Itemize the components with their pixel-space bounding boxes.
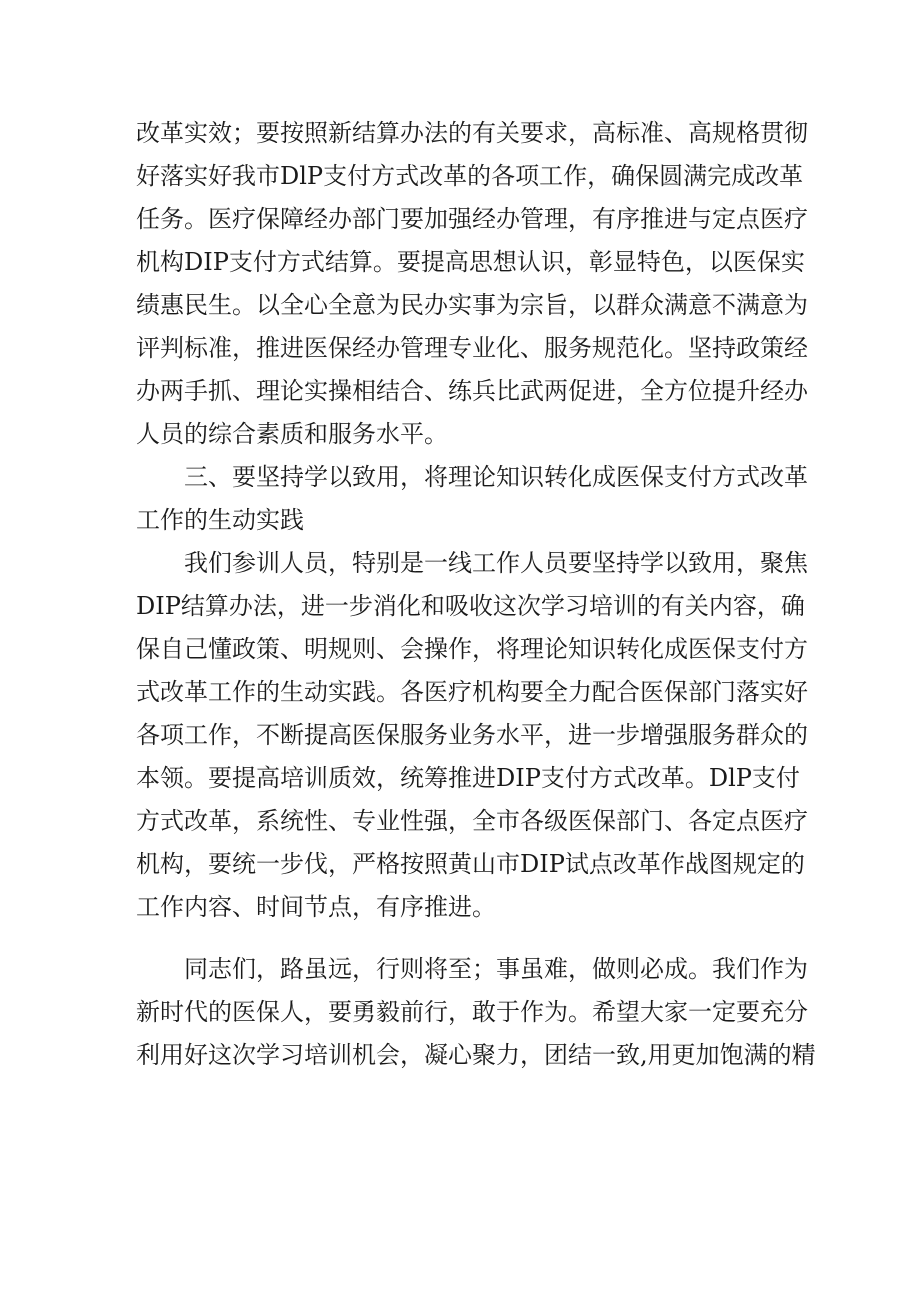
text-line: 新时代的医保人，要勇毅前行，敢于作为。希望大家一定要充分 — [136, 998, 808, 1026]
text-line: 好落实好我市DlP支付方式改革的各项工作，确保圆满完成改革 — [136, 162, 804, 190]
section-heading-3 — [136, 456, 808, 542]
text-line: 各项工作，不断提高医保服务业务水平，进一步增强服务群众的 — [136, 721, 808, 749]
paragraph-1 — [136, 112, 808, 456]
text-line: 评判标准，推进医保经办管理专业化、服务规范化。坚持政策经 — [136, 334, 808, 362]
paragraph-3 — [136, 948, 816, 1077]
paragraph-2 — [136, 542, 808, 929]
document-body — [136, 112, 816, 1077]
text-line: 利用好这次学习培训机会，凝心聚力，团结一致,用更加饱满的精 — [136, 1041, 816, 1069]
text-line: 机构，要统一步伐，严格按照黄山市DIP试点改革作战图规定的 — [136, 850, 805, 878]
text-line: 方式改革，系统性、专业性强，全市各级医保部门、各定点医疗 — [136, 807, 808, 835]
text-line: 绩惠民生。以全心全意为民办实事为宗旨，以群众满意不满意为 — [136, 291, 808, 319]
text-line: 任务。医疗保障经办部门要加强经办管理，有序推进与定点医疗 — [136, 205, 808, 233]
text-line: 保自己懂政策、明规则、会操作，将理论知识转化成医保支付方 — [136, 635, 808, 663]
text-line: 机构DIP支付方式结算。要提高思想认识，彰显特色，以医保实 — [136, 248, 805, 276]
text-line: DIP结算办法，进一步消化和吸收这次学习培训的有关内容，确 — [136, 592, 805, 620]
text-line: 办两手抓、理论实操相结合、练兵比武两促进，全方位提升经办 — [136, 377, 808, 405]
heading-line: 三、要坚持学以致用，将理论知识转化成医保支付方式改革 — [184, 463, 808, 491]
text-line: 同志们，路虽远，行则将至；事虽难，做则必成。我们作为 — [184, 955, 808, 983]
text-line: 我们参训人员，特别是一线工作人员要坚持学以致用，聚焦 — [184, 549, 808, 577]
heading-line: 工作的生动实践 — [136, 506, 304, 534]
text-line: 人员的综合素质和服务水平。 — [136, 420, 448, 448]
text-line: 工作内容、时间节点，有序推进。 — [136, 893, 496, 921]
text-line: 改革实效；要按照新结算办法的有关要求，高标准、高规格贯彻 — [136, 119, 808, 147]
text-line: 本领。要提高培训质效，统筹推进DIP支付方式改革。DlP支付 — [136, 764, 800, 792]
text-line: 式改革工作的生动实践。各医疗机构要全力配合医保部门落实好 — [136, 678, 808, 706]
